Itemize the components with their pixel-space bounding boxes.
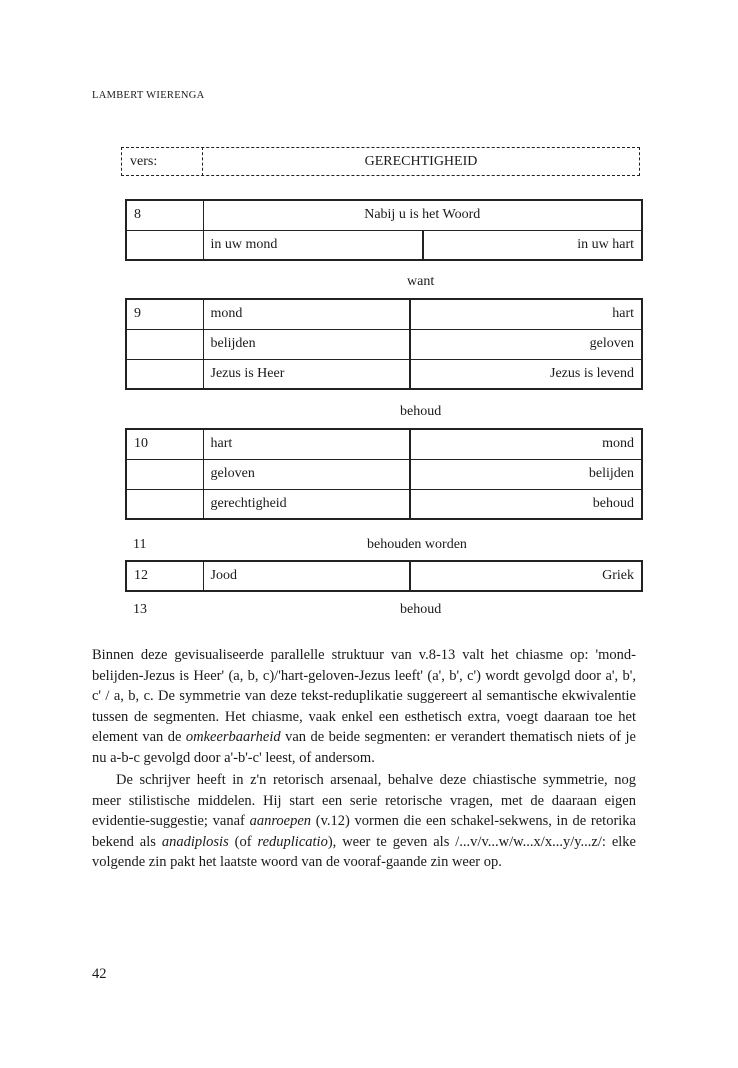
body-text [92,645,636,873]
connector-want: want [407,274,435,289]
verse-8-statement: Nabij u is het Woord [203,200,642,230]
verse-9-left: belijden [203,329,410,359]
verse-8-left: in uw mond [203,230,423,260]
running-header: LAMBERT WIERENGA [92,90,205,101]
verse-11-text: behouden worden [367,537,467,552]
connector-behoud: behoud [400,404,442,419]
scheme-header-row [121,147,640,176]
verse-10-right: behoud [410,489,642,519]
verse-10-left: hart [203,429,410,459]
verse-9-left: mond [203,299,410,329]
vers-label: vers: [130,154,158,169]
verse-10-right: mond [410,429,642,459]
paragraph-1: Binnen deze gevisualiseerde parallelle struktuur van v.8-13 valt het chiasme op: 'mond-belijden-Jezus is Heer' (a, b, c)/'hart-geloven-Jezus leeft' (a', b', c') wordt gevolgd door a', b', c' / a, b, c. De symmetrie van deze tekst-reduplikatie suggereert al semantische ekwivalentie tussen de segmenten. Het chiasme, vaak enkel een esthetisch extra, voegt daaraan toe het element van de omkeerbaarheid van de beide segmenten: er verandert thematisch niets of je nu a-b-c gevolgd door a'-b'-c' leest, of andersom. [92,647,636,766]
empty-cell [126,489,203,519]
empty-cell [126,329,203,359]
empty-cell [126,459,203,489]
verse-10-left: gerechtigheid [203,489,410,519]
verse-9-left: Jezus is Heer [203,359,410,389]
verse-number: 10 [126,429,203,459]
verse-9-right: Jezus is levend [410,359,642,389]
scheme-title: GERECHTIGHEID [364,154,478,169]
verse-number: 12 [126,561,203,591]
empty-cell [126,359,203,389]
verse-number: 9 [126,299,203,329]
verse-10-left: geloven [203,459,410,489]
verse-13-text: behoud [400,602,442,617]
verse-9-right: geloven [410,329,642,359]
page-number: 42 [92,966,107,982]
paragraph-2: De schrijver heeft in z'n retorisch arsenaal, behalve deze chiastische symmetrie, nog meer stilistische middelen. Hij start een serie retorische vragen, met de daaraan eigen evidentie-suggestie; vanaf aanroepen (v.12) vormen die een schakel-sekwens, in de retorika bekend als anadiplosis (of reduplicatio), weer te geven als /...v/v...w/w...x/x...y/y...z/: elke volgende zin pakt het laatste woord van de vooraf-gaande zin weer op. [92,772,636,870]
verse-9-table [125,298,643,390]
verse-12-left: Jood [203,561,410,591]
verse-number: 8 [126,200,203,230]
verse-8-table [125,199,643,261]
verse-11-number: 11 [133,537,147,552]
verse-8-right: in uw hart [423,230,643,260]
verse-13-number: 13 [133,602,147,617]
verse-9-right: hart [410,299,642,329]
verse-12-right: Griek [410,561,642,591]
empty-cell [126,230,203,260]
verse-10-table [125,428,643,520]
verse-10-right: belijden [410,459,642,489]
verse-12-table [125,560,643,592]
